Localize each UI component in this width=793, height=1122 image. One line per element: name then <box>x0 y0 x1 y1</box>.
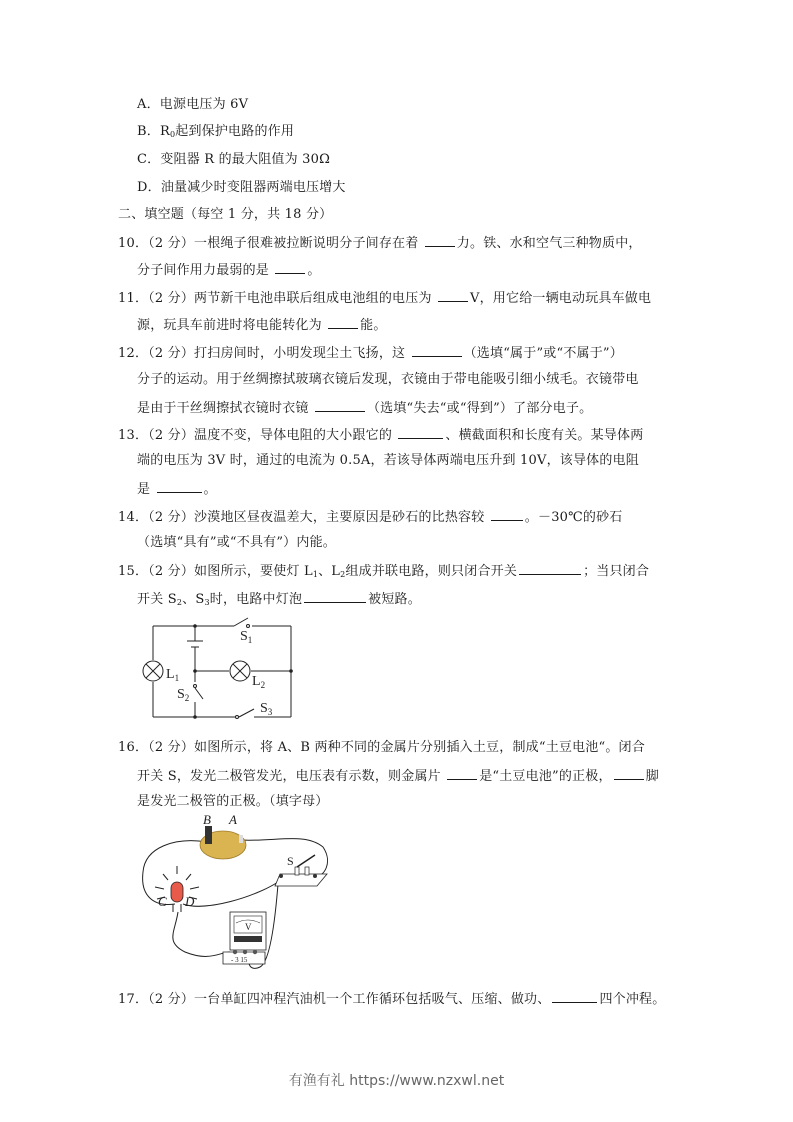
q14-line2: （选填“具有”或“不具有”）内能。 <box>137 535 336 550</box>
q13-text-c: 是 <box>137 482 151 497</box>
q10-blank-1[interactable] <box>425 234 455 247</box>
q12-text-d: （选填“失去“或“得到”）了部分电子。 <box>366 401 593 416</box>
q12-blank-2[interactable] <box>315 399 365 412</box>
option-d: D．油量减少时变阻器两端电压增大 <box>137 180 346 195</box>
q13-blank-1[interactable] <box>398 426 443 439</box>
option-b-suffix: 起到保护电路的作用 <box>175 124 295 139</box>
q13-blank-2[interactable] <box>157 480 202 493</box>
q15-line1 <box>118 562 649 583</box>
label-b: B <box>203 812 211 827</box>
q17-text-a: 17．（2 分）一台单缸四冲程汽油机一个工作循环包括吸气、压缩、做功、 <box>118 992 551 1007</box>
q11-text-d: 能。 <box>360 318 387 333</box>
q10-text-b: 力。铁、水和空气三种物质中， <box>456 236 642 251</box>
q16-text-a: 开关 S，发光二极管发光，电压表有示数，则金属片 <box>137 769 441 784</box>
q15-text-f: 被短路。 <box>368 592 421 607</box>
q17-line1 <box>118 990 665 1008</box>
q11-blank-2[interactable] <box>328 316 358 329</box>
q13-line3 <box>137 480 217 498</box>
q16-text-c: 脚 <box>645 769 659 784</box>
label-s1: $S_1$ <box>240 629 253 645</box>
q13-line2: 端的电压为 3V 时，通过的电流为 0.5A，若该导体两端电压升到 10V，该导体的电阻 <box>137 453 639 468</box>
metal-plate-b <box>205 826 212 844</box>
q15-text-c: ；当只闭合 <box>583 564 650 579</box>
q16-line2 <box>137 767 659 785</box>
q17-blank-1[interactable] <box>552 990 597 1003</box>
q11-text-c: 源，玩具车前进时将电能转化为 <box>137 318 322 333</box>
q15-blank-1[interactable] <box>519 562 581 575</box>
section-title: 二、填空题（每空 1 分，共 18 分） <box>118 207 333 222</box>
switch-icon <box>275 855 327 886</box>
q10-text-c: 分子间作用力最弱的是 <box>137 263 270 278</box>
q11-line2 <box>137 316 387 334</box>
q15-sub-3: 2 <box>176 598 183 607</box>
label-s2: $S_2$ <box>177 687 190 703</box>
q14-text-b: 。－30℃的砂石 <box>524 510 623 525</box>
q10-line1 <box>118 234 642 252</box>
potato-battery-diagram <box>135 812 335 977</box>
q15-text-a: 15．（2 分）如图所示，要使灯 L <box>118 564 313 579</box>
option-b <box>137 124 294 143</box>
q16-blank-2[interactable] <box>614 767 644 780</box>
q14-blank-1[interactable] <box>491 508 523 521</box>
q12-text-b: （选填“属于”或“不属于”） <box>463 346 623 361</box>
q15-sub-1: 1 <box>312 570 319 579</box>
option-b-sub: 0 <box>169 130 176 139</box>
q16-blank-1[interactable] <box>447 767 477 780</box>
q16-line3: 是发光二极管的正极。（填字母） <box>137 794 329 809</box>
label-v: V <box>245 922 252 932</box>
q11-text-b: V，用它给一辆电动玩具车做电 <box>470 291 652 306</box>
q12-text-a: 12．（2 分）打扫房间时，小明发现尘土飞扬，这 <box>118 346 406 361</box>
q13-text-d: 。 <box>203 482 217 497</box>
q15-text-e: 时，电路中灯泡 <box>209 592 303 607</box>
circuit-diagram <box>140 615 305 725</box>
q12-line3 <box>137 399 592 417</box>
q15-text-mid: 、L <box>318 564 341 579</box>
label-s: S <box>287 854 294 868</box>
q12-text-c: 是由于干丝绸擦拭衣镜时衣镜 <box>137 401 309 416</box>
label-a: A <box>229 812 237 827</box>
q11-blank-1[interactable] <box>438 289 468 302</box>
q17-text-b: 四个冲程。 <box>599 992 666 1007</box>
q14-line1 <box>118 508 622 526</box>
q15-text-mid2: 、S <box>182 592 205 607</box>
label-c: C <box>158 894 167 909</box>
label-s3: $S_3$ <box>260 701 273 717</box>
q12-line1 <box>118 344 623 362</box>
label-l1: $L_1$ <box>166 667 180 683</box>
q15-line2 <box>137 590 421 611</box>
q14-text-a: 14．（2 分）沙漠地区昼夜温差大，主要原因是砂石的比热容较 <box>118 510 485 525</box>
q12-blank-1[interactable] <box>412 344 462 357</box>
option-b-prefix: B．R <box>137 124 170 139</box>
q13-line1 <box>118 426 643 444</box>
metal-plate-a <box>239 835 243 843</box>
q13-text-b: 、横截面积和长度有关。某导体两 <box>445 428 644 443</box>
q13-text-a: 13．（2 分）温度不变，导体电阻的大小跟它的 <box>118 428 393 443</box>
q16-line1: 16．（2 分）如图所示，将 A、B 两种不同的金属片分别插入土豆，制成“土豆电池“。闭合 <box>118 740 645 755</box>
q15-sub-4: 3 <box>204 598 210 607</box>
q10-text-a: 10．（2 分）一根绳子很难被拉断说明分子间存在着 <box>118 236 419 251</box>
q16-text-b: 是“土豆电池”的正极， <box>479 769 612 784</box>
q12-line2: 分子的运动。用于丝绸擦拭玻璃衣镜后发现，衣镜由于带电能吸引细小绒毛。衣镜带电 <box>137 372 639 387</box>
option-c: C．变阻器 R 的最大阻值为 30Ω <box>137 152 331 167</box>
q15-text-b: 组成并联电路，则只闭合开关 <box>345 564 518 579</box>
q10-blank-2[interactable] <box>275 261 305 274</box>
label-d: D <box>185 894 195 909</box>
label-l2: $L_2$ <box>252 674 266 690</box>
q15-sub-2: 2 <box>340 570 346 579</box>
q11-text-a: 11．（2 分）两节新干电池串联后组成电池组的电压为 <box>118 291 432 306</box>
footer-watermark: 有渔有礼 https://www.nzxwl.net <box>288 1073 505 1089</box>
q15-text-d: 开关 S <box>137 592 177 607</box>
label-terminals: - 3 15 <box>231 956 248 964</box>
q10-text-d: 。 <box>307 263 321 278</box>
q10-line2 <box>137 261 321 279</box>
q15-blank-2[interactable] <box>304 590 366 603</box>
q11-line1 <box>118 289 651 307</box>
option-a: A．电源电压为 6V <box>137 97 249 112</box>
